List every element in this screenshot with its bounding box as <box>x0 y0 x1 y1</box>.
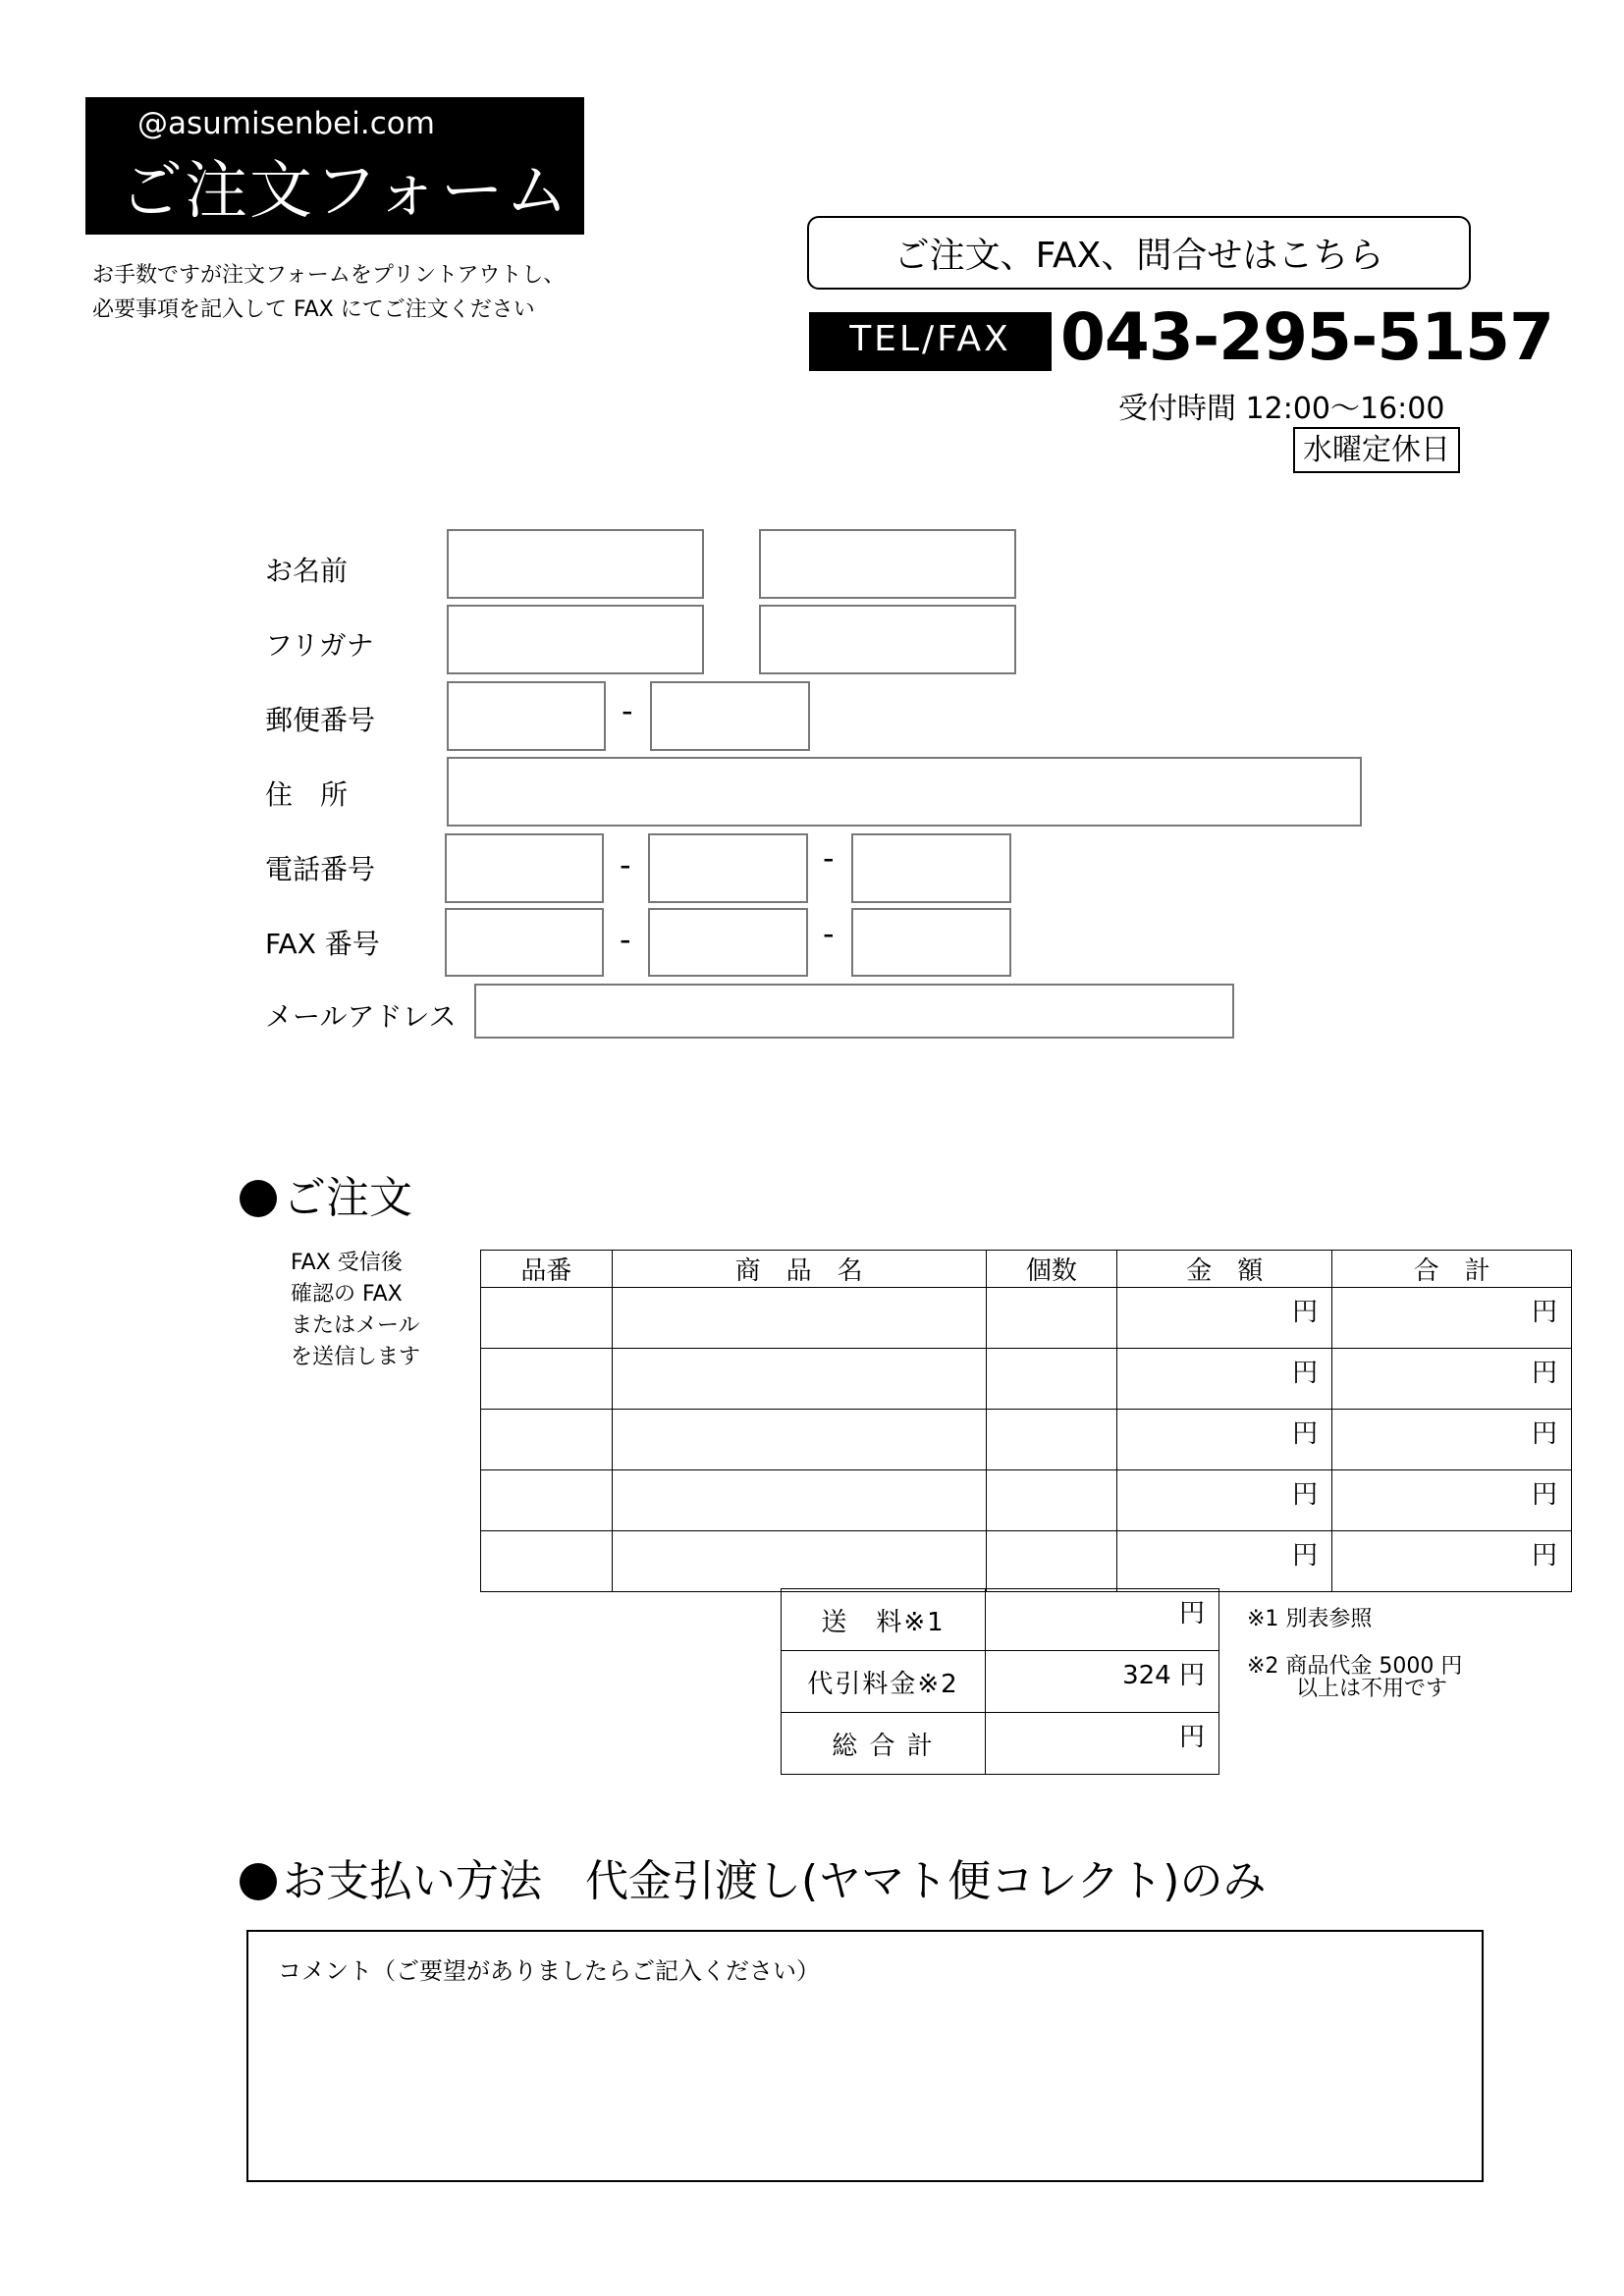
total-cell[interactable]: 円 <box>1332 1470 1572 1531</box>
fax-number-field[interactable] <box>851 908 1011 977</box>
furigana-label: フリガナ <box>265 629 374 662</box>
phone-area-code-field[interactable] <box>445 833 604 903</box>
phone-separator-2: - <box>823 839 835 877</box>
item-no-cell[interactable] <box>481 1470 613 1531</box>
column-header-quantity: 個数 <box>986 1251 1117 1288</box>
table-row <box>481 1288 1572 1349</box>
order-section-heading <box>240 1162 412 1225</box>
footnote-shipping: ※1 別表参照 <box>1247 1607 1373 1631</box>
item-no-cell[interactable] <box>481 1531 613 1592</box>
fax-separator-2: - <box>823 915 835 952</box>
summary-table <box>781 1588 1219 1775</box>
name-label: お名前 <box>265 555 349 587</box>
total-cell[interactable]: 円 <box>1332 1349 1572 1410</box>
product-cell[interactable] <box>612 1531 986 1592</box>
order-table-header <box>481 1251 1572 1288</box>
last-name-field[interactable] <box>447 529 704 599</box>
fax-area-code-field[interactable] <box>445 908 604 977</box>
quantity-cell[interactable] <box>986 1349 1117 1410</box>
quantity-cell[interactable] <box>986 1531 1117 1592</box>
fax-separator-1: - <box>620 921 631 958</box>
address-field[interactable] <box>447 757 1362 827</box>
table-row <box>481 1410 1572 1470</box>
phone-exchange-field[interactable] <box>648 833 808 903</box>
product-cell[interactable] <box>612 1410 986 1470</box>
contact-heading: ご注文、FAX、問合せはこちら <box>893 236 1384 276</box>
payment-section-heading <box>240 1845 1266 1908</box>
order-note-line: FAX 受信後 <box>291 1251 403 1275</box>
email-field[interactable] <box>474 984 1234 1039</box>
shipping-row <box>782 1589 1219 1651</box>
postal-code-separator: - <box>622 692 633 729</box>
phone-number-field[interactable] <box>851 833 1011 903</box>
first-name-furigana-field[interactable] <box>759 605 1016 674</box>
last-name-furigana-field[interactable] <box>447 605 704 674</box>
order-heading-text: ご注文 <box>283 1173 412 1223</box>
order-note-line: を送信します <box>291 1345 421 1369</box>
column-header-amount: 金 額 <box>1117 1251 1332 1288</box>
order-note-line: 確認の FAX <box>291 1282 403 1307</box>
column-header-item-no: 品番 <box>481 1251 613 1288</box>
postal-code-label: 郵便番号 <box>265 704 376 736</box>
amount-cell[interactable]: 円 <box>1117 1531 1332 1592</box>
grand-total-value[interactable]: 円 <box>986 1713 1219 1775</box>
amount-cell[interactable]: 円 <box>1117 1288 1332 1349</box>
email-label: メールアドレス <box>265 1000 457 1033</box>
quantity-cell[interactable] <box>986 1410 1117 1470</box>
total-cell[interactable]: 円 <box>1332 1531 1572 1592</box>
product-cell[interactable] <box>612 1470 986 1531</box>
address-label: 住 所 <box>265 778 349 811</box>
intro-text-line-1: お手数ですが注文フォームをプリントアウトし、 <box>92 263 566 288</box>
fax-label: FAX 番号 <box>265 928 380 960</box>
closed-day-badge: 水曜定休日 <box>1293 427 1460 473</box>
total-cell[interactable]: 円 <box>1332 1410 1572 1470</box>
shipping-label: 送 料※1 <box>782 1589 986 1651</box>
business-hours: 受付時間 12:00〜16:00 <box>1118 392 1445 426</box>
shipping-value[interactable]: 円 <box>986 1589 1219 1651</box>
grand-total-label: 総 合 計 <box>782 1713 986 1775</box>
order-note-line: またはメール <box>291 1313 420 1338</box>
payment-heading-text: お支払い方法 代金引渡し(ヤマト便コレクト)のみ <box>283 1856 1267 1906</box>
column-header-product: 商 品 名 <box>612 1251 986 1288</box>
table-row <box>481 1470 1572 1531</box>
postal-code-first-field[interactable] <box>447 681 606 751</box>
item-no-cell[interactable] <box>481 1288 613 1349</box>
bullet-icon <box>240 1180 277 1217</box>
footnote-cod-fee-line-1: ※2 商品代金 5000 円 <box>1247 1654 1463 1679</box>
cod-fee-row <box>782 1651 1219 1713</box>
amount-cell[interactable]: 円 <box>1117 1410 1332 1470</box>
cod-fee-value: 324 円 <box>986 1651 1219 1713</box>
quantity-cell[interactable] <box>986 1288 1117 1349</box>
item-no-cell[interactable] <box>481 1410 613 1470</box>
amount-cell[interactable]: 円 <box>1117 1470 1332 1531</box>
quantity-cell[interactable] <box>986 1470 1117 1531</box>
site-url: @asumisenbei.com <box>137 106 435 141</box>
first-name-field[interactable] <box>759 529 1016 599</box>
cod-fee-label: 代引料金※2 <box>782 1651 986 1713</box>
product-cell[interactable] <box>612 1288 986 1349</box>
product-cell[interactable] <box>612 1349 986 1410</box>
tel-fax-label: TEL/FAX <box>849 319 1011 359</box>
bullet-icon <box>240 1863 277 1900</box>
table-row <box>481 1531 1572 1592</box>
column-header-total: 合 計 <box>1332 1251 1572 1288</box>
total-cell[interactable]: 円 <box>1332 1288 1572 1349</box>
fax-exchange-field[interactable] <box>648 908 808 977</box>
amount-cell[interactable]: 円 <box>1117 1349 1332 1410</box>
postal-code-second-field[interactable] <box>650 681 810 751</box>
phone-separator-1: - <box>620 846 631 883</box>
tel-fax-number: 043-295-5157 <box>1060 299 1554 375</box>
order-table <box>480 1250 1572 1592</box>
comment-label: コメント（ご要望がありましたらご記入ください） <box>278 1957 820 1985</box>
table-row <box>481 1349 1572 1410</box>
item-no-cell[interactable] <box>481 1349 613 1410</box>
intro-text-line-2: 必要事項を記入して FAX にてご注文ください <box>92 297 535 322</box>
phone-label: 電話番号 <box>265 853 376 885</box>
form-title: ご注文フォーム <box>120 155 570 228</box>
grand-total-row <box>782 1713 1219 1775</box>
footnote-cod-fee-line-2: 以上は不用です <box>1296 1677 1448 1701</box>
